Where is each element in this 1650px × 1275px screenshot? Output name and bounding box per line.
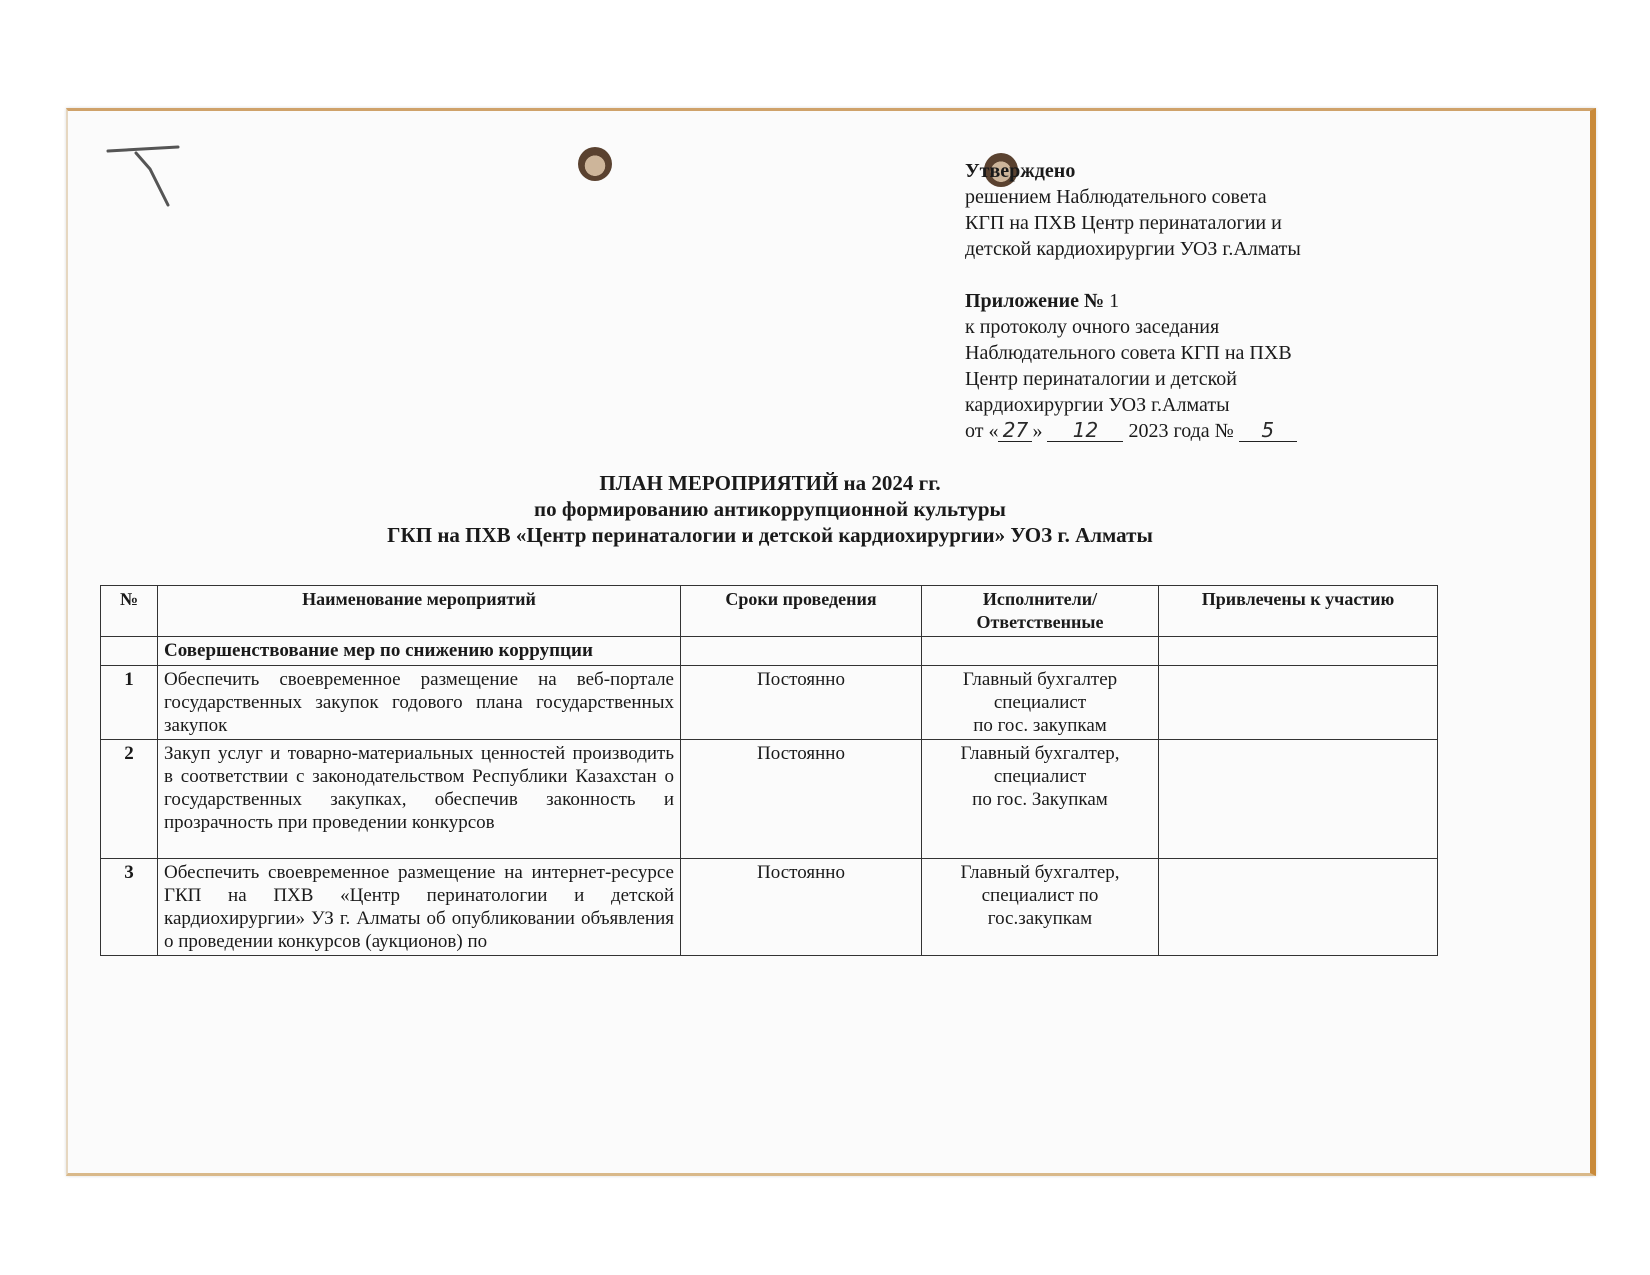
heading-line: ПЛАН МЕРОПРИЯТИЙ на 2024 гг. [599, 471, 941, 495]
section-title: Совершенствование мер по снижению коррупции [158, 637, 681, 666]
row-participants [1159, 859, 1438, 956]
protocol-number-handwritten: 5 [1239, 419, 1297, 442]
annex-number: 1 [1109, 290, 1120, 312]
header-term: Сроки проведения [681, 586, 922, 637]
table-row [101, 740, 1438, 859]
date-mid: » [1032, 420, 1043, 442]
handwritten-mark [106, 143, 186, 213]
row-num: 1 [101, 666, 158, 740]
row-term: Постоянно [681, 740, 922, 859]
row-term: Постоянно [681, 666, 922, 740]
annex-line: кардиохирургии УОЗ г.Алматы [965, 394, 1230, 416]
heading-line: ГКП на ПХВ «Центр перинаталогии и детской кардиохирургии» УОЗ г. Алматы [387, 523, 1153, 547]
day-handwritten: 27 [998, 419, 1032, 442]
row-num: 2 [101, 740, 158, 859]
date-line [965, 418, 1385, 444]
header-exec: Исполнители/ Ответственные [922, 586, 1159, 637]
header-num: № [101, 586, 158, 637]
row-participants [1159, 666, 1438, 740]
row-exec: Главный бухгалтер, специалист по гос.закупкам [922, 859, 1159, 956]
row-num: 3 [101, 859, 158, 956]
annex-label: Приложение № [965, 290, 1105, 312]
approved-line: детской кардиохирургии УОЗ г.Алматы [965, 238, 1301, 260]
heading-line: по формированию антикоррупционной культуры [534, 497, 1006, 521]
month-handwritten: 12 [1047, 419, 1123, 442]
date-prefix: от « [965, 420, 999, 442]
table-row [101, 666, 1438, 740]
year-text: 2023 года № [1128, 420, 1234, 442]
punch-hole [578, 147, 612, 181]
row-term: Постоянно [681, 859, 922, 956]
row-participants [1159, 740, 1438, 859]
header-participants: Привлечены к участию [1159, 586, 1438, 637]
approved-label: Утверждено [965, 160, 1076, 182]
row-exec: Главный бухгалтер, специалист по гос. Закупкам [922, 740, 1159, 859]
annex-line: Центр перинаталогии и детской [965, 368, 1238, 390]
plan-table [100, 585, 1438, 956]
annex-title [965, 288, 1385, 314]
row-exec: Главный бухгалтер специалист по гос. закупкам [922, 666, 1159, 740]
annex-line: Наблюдательного совета КГП на ПХВ [965, 342, 1292, 364]
table-row [101, 859, 1438, 956]
section-row [101, 637, 1438, 666]
row-name: Обеспечить своевременное размещение на веб-портале государственных закупок годового плана государственных закупок [158, 666, 681, 740]
annex-line: к протоколу очного заседания [965, 316, 1220, 338]
approved-line: КГП на ПХВ Центр перинаталогии и [965, 212, 1282, 234]
header-name: Наименование мероприятий [158, 586, 681, 637]
approved-line: решением Наблюдательного совета [965, 186, 1267, 208]
plan-heading [150, 470, 1390, 548]
row-name: Обеспечить своевременное размещение на интернет-ресурсе ГКП на ПХВ «Центр перинатологии и детской кардиохирургии» УЗ г. Алматы об опубликовании объявления о проведении конкурсов (аукционов) по [158, 859, 681, 956]
approval-block [965, 158, 1385, 444]
table-header-row [101, 586, 1438, 637]
row-name: Закуп услуг и товарно-материальных ценностей производить в соответствии с законодательством Республики Казахстан о государственных закупках, обеспечив законность и прозрачность при проведении конкурсов [158, 740, 681, 859]
